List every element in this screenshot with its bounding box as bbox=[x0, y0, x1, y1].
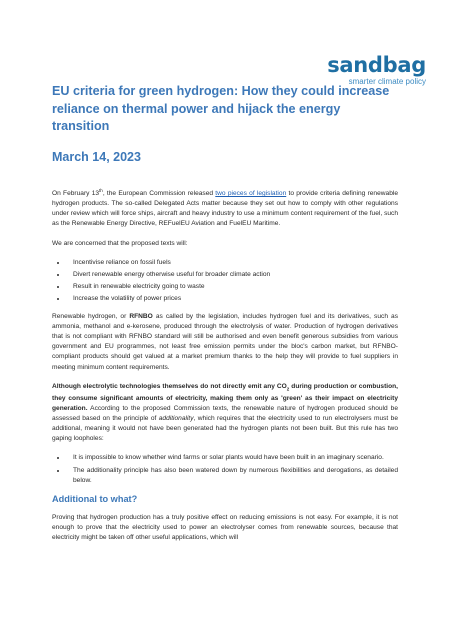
article-title: EU criteria for green hydrogen: How they could increase reliance on thermal power and hijack the energy transition bbox=[52, 84, 390, 133]
sandbag-logo bbox=[326, 55, 426, 86]
rfnbo-bold: RFNBO bbox=[129, 313, 153, 321]
additionality-term: additionality bbox=[158, 415, 194, 423]
last-paragraph: Proving that hydrogen production has a truly positive effect on reducing emissions is not easy. For example, it is not enough to prove that the electricity used to power an electrolyser comes from renewable sources, because that electricity might be taken off other useful applications, which will bbox=[52, 513, 398, 541]
electrolytic-text-1: According to the proposed Commission texts, the renewable nature of hydrogen produced should be assessed based on the principle of bbox=[52, 405, 398, 423]
legislation-link[interactable]: two pieces of legislation bbox=[215, 190, 287, 198]
co2-subscript: 2 bbox=[286, 385, 290, 391]
bold-text-1: Although electrolytic technologies themselves do not directly emit any CO bbox=[52, 382, 287, 390]
list-item: • Increase the volatility of power prices bbox=[67, 294, 398, 304]
intro-paragraph bbox=[52, 186, 398, 230]
electrolytic-text-2: , which requires that the electricity used to run electrolysers must be additional, meaning it would not have been generated had the hydrogen plants not been built. But this rule has two gaping loopholes: bbox=[52, 415, 398, 443]
rfnbo-text-1: Renewable hydrogen, or bbox=[52, 313, 130, 321]
concern-list bbox=[52, 258, 398, 304]
loophole-list bbox=[52, 453, 398, 485]
list-item: • Divert renewable energy otherwise useful for broader climate action bbox=[67, 270, 398, 280]
list-item: • It is impossible to know whether wind farms or solar plants would have been built in an imaginary scenario. bbox=[67, 453, 398, 463]
article-date: March 14, 2023 bbox=[52, 150, 141, 164]
intro-text-3: to provide criteria defining renewable hydrogen products. The so-called Delegated Acts matter because they set out how to comply with other regulations under review which will force ships, aircraft and heavy industry to use a minimum content requirement of the fuel, such as the Renewable Energy Directive, REFuelEU Aviation and FuelEU Maritime. bbox=[52, 190, 398, 228]
rfnbo-text-2: as called by the legislation, includes hydrogen fuel and its derivatives, such as ammonia, methanol and e-kerosene, produced through the electrolysis of water. Production of hydrogen derivatives that is not compliant with RFNBO standard will still be authorised and even benefit generous subsidies from various government and EU programmes, not least free emission permits under the bloc's carbon market, but RFNBO-compliant products should get valued at a market premium thanks to the help they will provide to fuel suppliers in meeting minimum content requirements. bbox=[52, 313, 398, 371]
rfnbo-paragraph bbox=[52, 312, 398, 373]
list-item: • Result in renewable electricity going to waste bbox=[67, 282, 398, 292]
concern-intro: We are concerned that the proposed texts will: bbox=[52, 239, 188, 247]
intro-text-1: On February 13 bbox=[52, 190, 100, 198]
intro-text-2: , the European Commission released bbox=[102, 190, 216, 198]
section-heading: Additional to what? bbox=[52, 493, 138, 504]
intro-superscript: th bbox=[99, 188, 103, 193]
list-item: • Incentivise reliance on fossil fuels bbox=[67, 258, 398, 268]
bold-text-2: during production or combustion, they consume significant amounts of electricity, making them only as 'green' as their impact on electricity generation. bbox=[52, 382, 398, 413]
article-body bbox=[52, 186, 398, 552]
list-item: • The additionality principle has also been watered down by numerous flexibilities and derogations, as detailed below. bbox=[67, 466, 398, 486]
logo-wordmark: sandbag bbox=[327, 53, 426, 77]
logo-tagline: smarter climate policy bbox=[348, 77, 426, 86]
electrolytic-paragraph bbox=[52, 382, 398, 445]
